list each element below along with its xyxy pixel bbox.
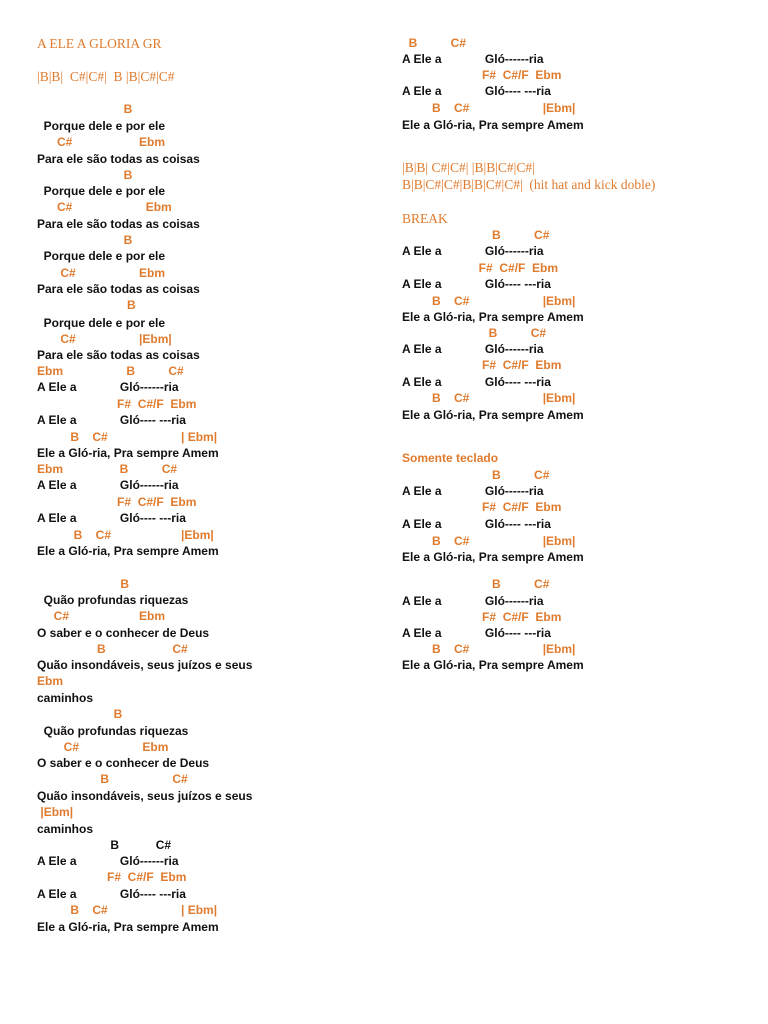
lyric-line: Quão profundas riquezas [37, 593, 189, 607]
chord-line: B [37, 168, 133, 182]
lyric-line: A Ele a Gló------ria [37, 854, 179, 868]
section-heading: |B|B| C#|C#| |B|B|C#|C#| [402, 160, 535, 175]
lyric-line: Quão insondáveis, seus juízos e seus [37, 789, 253, 803]
lyric-line: O saber e o conhecer de Deus [37, 756, 210, 770]
chord-line: B C# |Ebm| [402, 642, 576, 656]
lyric-line: Ele a Gló-ria, Pra sempre Amem [37, 920, 219, 934]
chord-line: B C# |Ebm| [402, 101, 576, 115]
chord-line: F# C#/F Ebm [402, 500, 562, 514]
chord-line: B C# [37, 772, 188, 786]
chord-line: |Ebm| [37, 805, 74, 819]
lyric-line: A Ele a Gló------ria [402, 244, 544, 258]
lyric-line: caminhos [37, 822, 94, 836]
lyric-line: Para ele são todas as coisas [37, 152, 200, 166]
chord-line: B [37, 707, 123, 721]
lyric-line: A Ele a Gló---- ---ria [37, 413, 186, 427]
chord-line: B [37, 577, 130, 591]
chord-line: B C# [402, 326, 547, 340]
lyric-line: O saber e o conhecer de Deus [37, 626, 210, 640]
chord-line: B C# [402, 36, 467, 50]
chord-line: Ebm B C# [37, 462, 178, 476]
chord-line: Ebm B C# [37, 364, 184, 378]
section-heading: |B|B| C#|C#| B |B|C#|C# [37, 69, 175, 84]
lyric-line: caminhos [37, 691, 94, 705]
chord-line: F# C#/F Ebm [37, 870, 187, 884]
lyric-line: Ele a Gló-ria, Pra sempre Amem [37, 544, 219, 558]
lyric-line: A Ele a Gló---- ---ria [37, 511, 186, 525]
lyric-line: Para ele são todas as coisas [37, 217, 200, 231]
lyric-line: A Ele a Gló------ria [402, 484, 544, 498]
lyric-line: Ele a Gló-ria, Pra sempre Amem [402, 310, 584, 324]
chord-line: B [37, 233, 133, 247]
section-heading: B|B|C#|C#|B|B|C#|C#| (hit hat and kick doble) [402, 177, 656, 192]
lyric-line: Porque dele e por ele [37, 249, 166, 263]
lyric-line: Para ele são todas as coisas [37, 348, 200, 362]
chord-line: C# Ebm [37, 135, 166, 149]
lyric-line: A Ele a Gló---- ---ria [402, 626, 551, 640]
chord-line: Ebm [37, 674, 64, 688]
lyric-line: Quão profundas riquezas [37, 724, 189, 738]
section-label: Somente teclado [402, 451, 499, 465]
chord-line: C# |Ebm| [37, 332, 172, 346]
lyric-line: Para ele são todas as coisas [37, 282, 200, 296]
chord-line: B C# [37, 642, 188, 656]
chord-line: B C# |Ebm| [402, 534, 576, 548]
chord-line: C# Ebm [37, 609, 166, 623]
lyric-line: Quão insondáveis, seus juízos e seus [37, 658, 253, 672]
chord-line: F# C#/F Ebm [402, 68, 562, 82]
chord-line: B C# [402, 228, 550, 242]
chord-line: F# C#/F Ebm [37, 397, 197, 411]
lyric-line: A Ele a Gló------ria [402, 342, 544, 356]
chord-line: B C# |Ebm| [402, 294, 576, 308]
chord-line: F# C#/F Ebm [37, 495, 197, 509]
chord-line: B C# |Ebm| [402, 391, 576, 405]
chord-line: B C# | Ebm| [37, 430, 218, 444]
lyric-line: Porque dele e por ele [37, 119, 166, 133]
lyric-line: Ele a Gló-ria, Pra sempre Amem [402, 118, 584, 132]
chord-line: B C# [402, 468, 550, 482]
lyric-line: A Ele a Gló---- ---ria [402, 517, 551, 531]
lyric-line: Porque dele e por ele [37, 316, 166, 330]
lyric-line: A Ele a Gló---- ---ria [37, 887, 186, 901]
chord-line: B C# |Ebm| [37, 528, 214, 542]
lyric-line: A Ele a Gló------ria [37, 380, 179, 394]
lyric-line: Ele a Gló-ria, Pra sempre Amem [402, 550, 584, 564]
section-heading: A ELE A GLORIA GR [37, 36, 162, 51]
lyric-line: A Ele a Gló---- ---ria [402, 375, 551, 389]
chord-line: C# Ebm [37, 200, 172, 214]
lyric-line: B C# [37, 838, 172, 852]
chord-line: B C# [402, 577, 550, 591]
chord-line: C# Ebm [37, 266, 166, 280]
chord-line: F# C#/F Ebm [402, 358, 562, 372]
lyric-line: A Ele a Gló---- ---ria [402, 277, 551, 291]
chord-line: B [37, 298, 136, 312]
lyric-line: A Ele a Gló------ria [402, 52, 544, 66]
lyric-line: Ele a Gló-ria, Pra sempre Amem [37, 446, 219, 460]
lyric-line: Ele a Gló-ria, Pra sempre Amem [402, 408, 584, 422]
chord-line: F# C#/F Ebm [402, 610, 562, 624]
chord-line: F# C#/F Ebm [402, 261, 559, 275]
lyric-line: Ele a Gló-ria, Pra sempre Amem [402, 658, 584, 672]
lyric-line: Porque dele e por ele [37, 184, 166, 198]
chord-line: B C# | Ebm| [37, 903, 218, 917]
lyric-line: A Ele a Gló------ria [37, 478, 179, 492]
section-heading: BREAK [402, 211, 448, 226]
chord-line: C# Ebm [37, 740, 169, 754]
lyric-line: A Ele a Gló------ria [402, 594, 544, 608]
chord-line: B [37, 102, 133, 116]
lyric-line: A Ele a Gló---- ---ria [402, 84, 551, 98]
